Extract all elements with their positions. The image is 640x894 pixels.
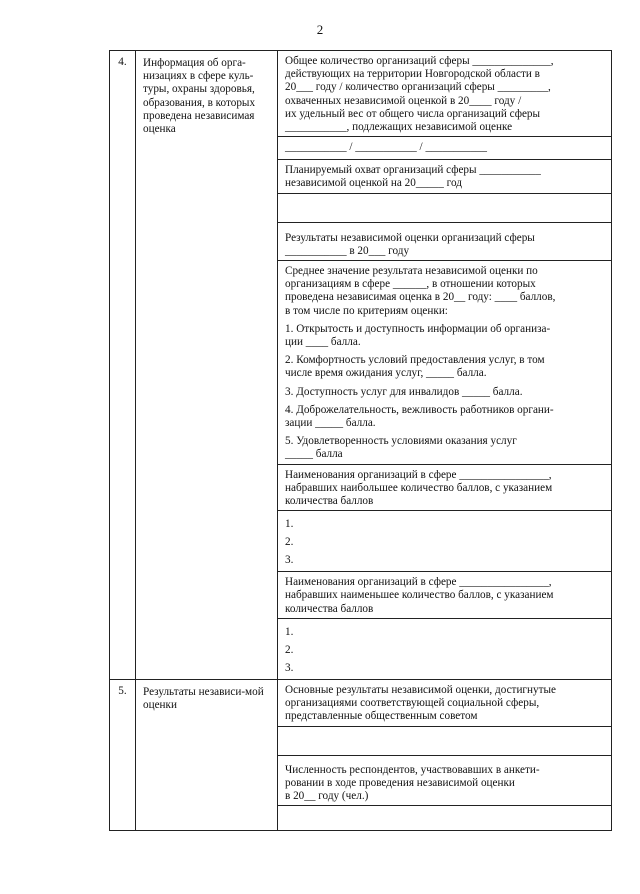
section-4-top-organizations-list <box>278 511 612 572</box>
section-5-title: Результаты независи-мой оценки <box>136 679 278 830</box>
section-4-row-1 <box>110 51 612 137</box>
section-5-main-results-blank <box>278 726 612 755</box>
list-item: 1. <box>285 625 294 638</box>
section-4-title: Информация об орга-низациях в сфере куль-туры, охраны здоровья, образования, в которых проведена независимая оценка <box>136 51 278 680</box>
section-4-planned-coverage-blank <box>278 193 612 222</box>
section-4-number: 4. <box>110 51 136 680</box>
section-5-respondents-blank <box>278 806 612 831</box>
section-4-average-score: Среднее значение результата независимой оценки по организациям в сфере ______, в отношении которых проведена независимая оценка в 20__ году: ____ баллов, в том числе по критериям оценки: 1. Открытость и доступность информации об организа- ции ____ балла. 2. Комфортность условий предоставления услуг, в том числе время ожидания услуг, _____ балла. 3. Доступность услуг для инвалидов _____ балла. 4. Доброжелательность, вежливость работников органи- зации _____ балла. 5. Удовлетворенность условиями оказания услуг _____ балла <box>278 261 612 465</box>
section-5-number: 5. <box>110 679 136 830</box>
section-5-main-results: Основные результаты независимой оценки, достигнутые организациями соответствующей социальной сферы, представленные общественным советом <box>278 679 612 726</box>
section-4-planned-coverage: Планируемый охват организаций сферы ___________ независимой оценкой на 20_____ год <box>278 160 612 193</box>
list-item: 3. <box>285 554 294 567</box>
list-item: 1. <box>285 518 294 531</box>
section-4-bottom-organizations-heading: Наименования организаций в сфере ________________, набравших наименьшее количество баллов, с указанием количества баллов <box>278 572 612 619</box>
section-4-bottom-organizations-list <box>278 618 612 679</box>
list-item: 3. <box>285 661 294 674</box>
section-4-total-organizations: Общее количество организаций сферы ______________, действующих на территории Новгородской области в 20___ году / количество организаций сферы _________, охваченных независимой оценкой в 20____ году / их удельный вес от общего числа организаций сферы ___________, подлежащих независимой оценке <box>278 51 612 137</box>
section-4-top-organizations-heading: Наименования организаций в сфере ________________, набравших наибольшее количество баллов, с указанием количества баллов <box>278 464 612 511</box>
list-item: 2. <box>285 536 294 549</box>
section-5-row-1 <box>110 679 612 726</box>
section-4-results-heading: Результаты независимой оценки организаций сферы ___________ в 20___ году <box>278 222 612 260</box>
list-item: 2. <box>285 643 294 656</box>
section-4-totals-blanks: ___________ / ___________ / ___________ <box>278 137 612 160</box>
section-5-respondents-count: Численность респондентов, участвовавших в анкети- ровании в ходе проведения независимой оценки в 20__ году (чел.) <box>278 755 612 806</box>
report-table <box>109 50 612 831</box>
page-number: 2 <box>316 22 324 37</box>
